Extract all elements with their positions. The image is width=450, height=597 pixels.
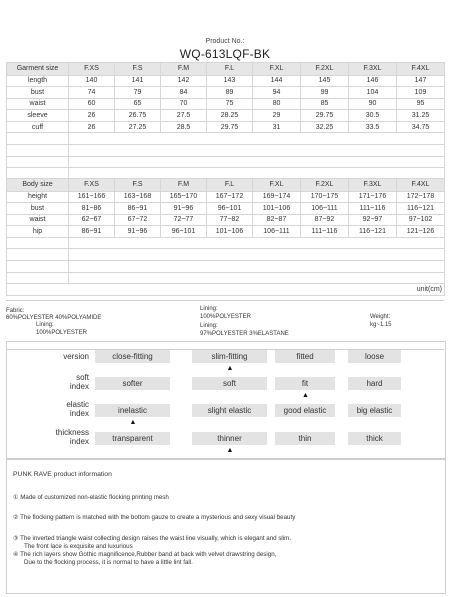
blank-cell: [69, 237, 445, 249]
blank-cell: [69, 261, 445, 273]
column-header: F.M: [161, 63, 207, 76]
table-cell: 170~175: [301, 191, 349, 203]
row-label: waist: [7, 214, 69, 226]
info-item-3-line-2: The front lace is exquisite and luxurious: [24, 543, 133, 550]
table-cell: 140: [69, 75, 115, 87]
table-cell: 143: [207, 75, 253, 87]
column-header: F.4XL: [397, 63, 445, 76]
info-item-1: ① Made of customized non-elastic flocking printing mesh: [13, 494, 169, 501]
table-cell: 116~121: [349, 226, 397, 238]
table-cell: 145: [301, 75, 349, 87]
table-row: [7, 121, 445, 133]
table-cell: 75: [207, 98, 253, 110]
attribute-option: loose: [348, 350, 401, 363]
attribute-label-part: soft: [76, 373, 89, 382]
blank-row: [7, 249, 445, 261]
table-cell: 171~176: [349, 191, 397, 203]
row-label: cuff: [7, 121, 69, 133]
table-cell: 163~168: [115, 191, 161, 203]
product-info-title: PUNK RAVE product information: [13, 471, 112, 478]
attribute-option: slight elastic: [192, 404, 267, 417]
attribute-option: big elastic: [348, 404, 401, 417]
blank-row: [7, 133, 445, 145]
table-cell: 99: [301, 87, 349, 99]
table-cell: 67~72: [115, 214, 161, 226]
table-cell: 90: [349, 98, 397, 110]
table-cell: 27.25: [115, 121, 161, 133]
info-item-4-line-2: Due to the flocking process, it is normal to have a little lint fall.: [24, 559, 193, 566]
table-cell: 31: [253, 121, 301, 133]
table-cell: 97~102: [397, 214, 445, 226]
table-cell: 85: [301, 98, 349, 110]
table-cell: 96~101: [161, 226, 207, 238]
column-header: F.XL: [253, 63, 301, 76]
product-no-label: Product No.:: [205, 38, 245, 45]
table-cell: 167~172: [207, 191, 253, 203]
lining-left-value: 100%POLYESTER: [36, 330, 87, 336]
table-cell: 111~116: [349, 203, 397, 215]
table-cell: 82~87: [253, 214, 301, 226]
table-cell: 86~91: [115, 203, 161, 215]
blank-row: [7, 272, 445, 284]
table-cell: 141: [115, 75, 161, 87]
column-header: F.2XL: [301, 179, 349, 192]
attribute-option: good elastic: [275, 404, 335, 417]
table-cell: 91~96: [115, 226, 161, 238]
attribute-label-part: index: [69, 437, 89, 446]
column-header: F.4XL: [397, 179, 445, 192]
blank-cell: [69, 145, 445, 157]
blank-row: [7, 261, 445, 273]
weight-label: Weight:: [370, 314, 391, 320]
column-header: F.XL: [253, 179, 301, 192]
table-row: [7, 226, 445, 238]
table-cell: 101~106: [207, 226, 253, 238]
table-cell: 31.25: [397, 110, 445, 122]
table-cell: 33.5: [349, 121, 397, 133]
attribute-option: fit: [275, 377, 335, 390]
column-header: F.S: [115, 179, 161, 192]
table-cell: 28.25: [207, 110, 253, 122]
column-header: F.XS: [69, 179, 115, 192]
column-header: F.3XL: [349, 179, 397, 192]
row-label: waist: [7, 98, 69, 110]
lining-left-label: Lining:: [36, 322, 54, 328]
table-cell: 77~82: [207, 214, 253, 226]
table-cell: 26: [69, 110, 115, 122]
product-info-panel: [6, 458, 446, 594]
attribute-option: soft: [192, 377, 267, 390]
blank-cell: [69, 249, 445, 261]
table-row: [7, 214, 445, 226]
table-cell: 80: [253, 98, 301, 110]
selected-indicator-icon: ▲: [302, 392, 309, 399]
column-header: F.3XL: [349, 63, 397, 76]
table-cell: 89: [207, 87, 253, 99]
lining-mid2-value: 97%POLYESTER 3%ELASTANE: [200, 331, 289, 337]
table-row: [7, 75, 445, 87]
fabric-label: Fabric:: [6, 308, 25, 314]
table-cell: 94: [253, 87, 301, 99]
blank-cell: [69, 156, 445, 168]
blank-cell: [7, 237, 69, 249]
row-label: height: [7, 191, 69, 203]
table-cell: 106~111: [253, 226, 301, 238]
table-cell: 92~97: [349, 214, 397, 226]
table-cell: 60: [69, 98, 115, 110]
attribute-label: version: [63, 352, 89, 361]
table-row: [7, 203, 445, 215]
table-cell: 91~96: [161, 203, 207, 215]
column-header: F.XS: [69, 63, 115, 76]
table-cell: 26: [69, 121, 115, 133]
row-label: bust: [7, 203, 69, 215]
attribute-label-part: index: [69, 382, 89, 391]
unit-row: [7, 284, 445, 296]
unit-label: unit(cm): [7, 284, 445, 296]
table-cell: 29.75: [301, 110, 349, 122]
table-header-row: [7, 63, 445, 76]
row-label: length: [7, 75, 69, 87]
table-row: [7, 98, 445, 110]
weight-value: kg~1.15: [370, 322, 392, 328]
attribute-option: hard: [348, 377, 401, 390]
table-cell: 74: [69, 87, 115, 99]
attribute-panel: [6, 341, 446, 460]
table-cell: 116~121: [397, 203, 445, 215]
lining-mid2-label: Lining:: [200, 323, 218, 329]
column-header: Garment size: [7, 63, 69, 76]
table-cell: 87~92: [301, 214, 349, 226]
selected-indicator-icon: ▲: [226, 365, 234, 372]
blank-cell: [69, 272, 445, 284]
attribute-option: close-fitting: [95, 350, 170, 363]
column-header: F.S: [115, 63, 161, 76]
attribute-label-part: index: [69, 409, 89, 418]
table-cell: 86~91: [69, 226, 115, 238]
table-cell: 161~166: [69, 191, 115, 203]
attribute-label: [7, 400, 89, 418]
table-cell: 142: [161, 75, 207, 87]
table-cell: 34.75: [397, 121, 445, 133]
attribute-option: inelastic: [95, 404, 170, 417]
attribute-label: [7, 373, 89, 391]
garment-size-table: [6, 62, 445, 180]
attribute-option: thinner: [192, 432, 267, 445]
table-cell: 26.75: [115, 110, 161, 122]
row-label: hip: [7, 226, 69, 238]
selected-indicator-icon: ▲: [129, 419, 137, 426]
lining-mid1-label: Lining:: [200, 306, 218, 312]
column-header: F.L: [207, 63, 253, 76]
table-cell: 144: [253, 75, 301, 87]
table-cell: 27.5: [161, 110, 207, 122]
table-cell: 28.5: [161, 121, 207, 133]
table-cell: 147: [397, 75, 445, 87]
blank-row: [7, 156, 445, 168]
info-item-4: ④ The rich layers show Gothic magnificence,Rubber band at back with velvet drawstring design,: [13, 551, 277, 558]
table-cell: 121~126: [397, 226, 445, 238]
column-header: F.L: [207, 179, 253, 192]
blank-row: [7, 237, 445, 249]
table-cell: 96~101: [207, 203, 253, 215]
table-cell: 72~77: [161, 214, 207, 226]
lining-mid1-value: 100%POLYESTER: [200, 314, 251, 320]
blank-cell: [7, 249, 69, 261]
attribute-option: softer: [95, 377, 170, 390]
attribute-label-part: thickness: [55, 428, 89, 437]
column-header: Body size: [7, 179, 69, 192]
blank-cell: [7, 133, 69, 145]
table-cell: 79: [115, 87, 161, 99]
table-cell: 65: [115, 98, 161, 110]
table-row: [7, 191, 445, 203]
table-row: [7, 87, 445, 99]
table-cell: 81~86: [69, 203, 115, 215]
row-label: sleeve: [7, 110, 69, 122]
attribute-label: [7, 428, 89, 446]
table-cell: 172~178: [397, 191, 445, 203]
row-label: bust: [7, 87, 69, 99]
attribute-option: fitted: [275, 350, 335, 363]
attribute-option: thin: [275, 432, 335, 445]
table-cell: 30.5: [349, 110, 397, 122]
blank-cell: [7, 145, 69, 157]
attribute-option: transparent: [95, 432, 170, 445]
table-cell: 62~67: [69, 214, 115, 226]
column-header: F.2XL: [301, 63, 349, 76]
table-cell: 104: [349, 87, 397, 99]
blank-cell: [69, 133, 445, 145]
table-cell: 101~106: [253, 203, 301, 215]
table-cell: 29: [253, 110, 301, 122]
table-cell: 111~116: [301, 226, 349, 238]
table-cell: 95: [397, 98, 445, 110]
fabric-value: 60%POLYESTER 40%POLYAMIDE: [6, 315, 102, 321]
table-cell: 84: [161, 87, 207, 99]
table-cell: 29.75: [207, 121, 253, 133]
attribute-option: thick: [348, 432, 401, 445]
table-header-row: [7, 179, 445, 192]
product-code: WQ-613LQF-BK: [179, 47, 271, 61]
column-header: F.M: [161, 179, 207, 192]
info-item-2: ② The flocking pattern is matched with the bottom gauze to create a mysterious and sexy visual beauty: [13, 514, 296, 521]
table-cell: 106~111: [301, 203, 349, 215]
info-item-3: ③ The inverted triangle waist collecting design raises the waist line visually, which is elegant and slim.: [13, 535, 292, 542]
attribute-option: slim-fitting: [192, 350, 267, 363]
table-cell: 146: [349, 75, 397, 87]
attribute-label-part: elastic: [66, 400, 89, 409]
table-row: [7, 110, 445, 122]
table-cell: 32.25: [301, 121, 349, 133]
table-cell: 70: [161, 98, 207, 110]
table-cell: 169~174: [253, 191, 301, 203]
blank-row: [7, 145, 445, 157]
table-cell: 165~170: [161, 191, 207, 203]
blank-cell: [7, 272, 69, 284]
body-size-table: [6, 178, 445, 296]
blank-cell: [7, 261, 69, 273]
selected-indicator-icon: ▲: [226, 447, 234, 454]
table-cell: 109: [397, 87, 445, 99]
blank-cell: [7, 156, 69, 168]
